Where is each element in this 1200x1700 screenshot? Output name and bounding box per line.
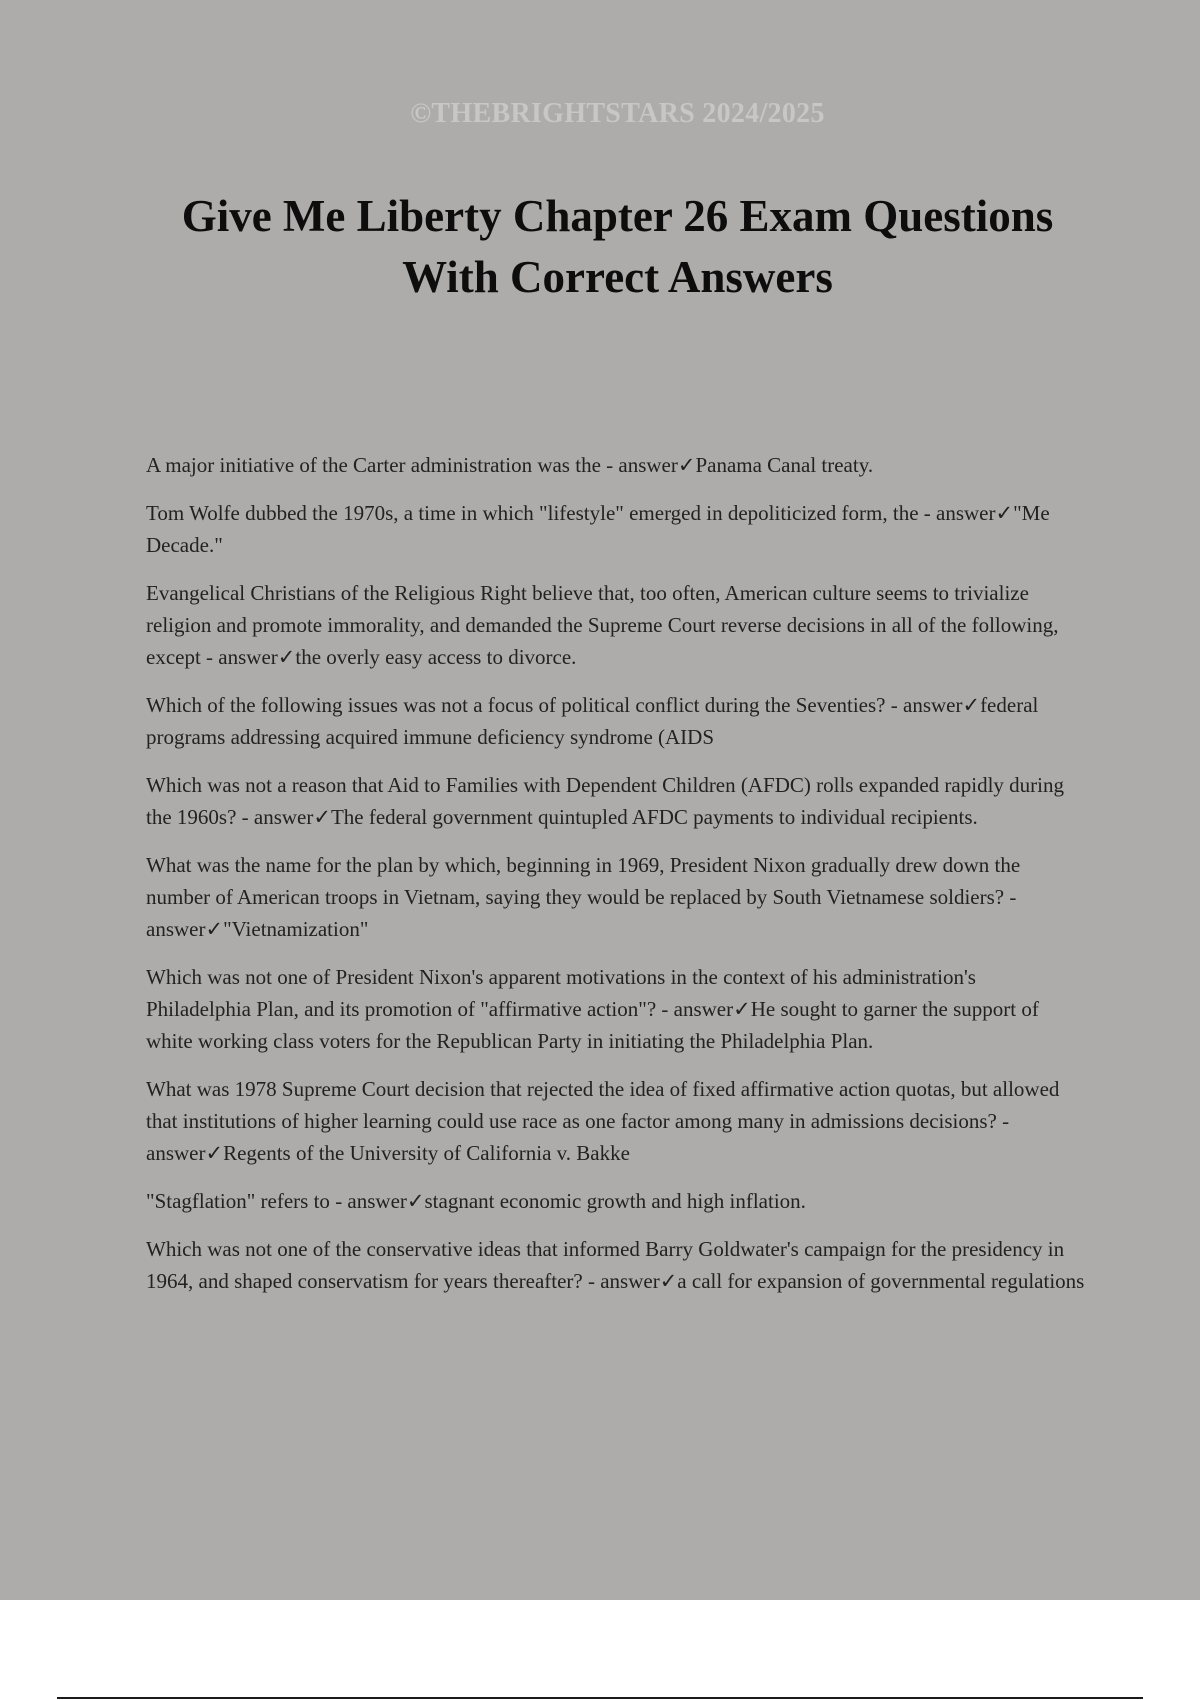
qa-item [146,1185,1086,1217]
question-text: Which was not one of the conservative ideas that informed Barry Goldwater's campaign for the presidency in 1964, and shaped conservatism for years thereafter? [146,1237,1065,1293]
page-title: Give Me Liberty Chapter 26 Exam Questions With Correct Answers [181,191,1054,302]
question-text: Evangelical Christians of the Religious Right believe that, too often, American culture seems to trivialize religion and promote immorality, and demanded the Supreme Court reverse decisions in all of the following, except [146,581,1059,669]
answer-marker: - answer✓ [918,501,1014,525]
qa-list [146,449,1086,1313]
answer-text: "Vietnamization" [223,917,369,941]
answer-text: "Me Decade." [146,501,1050,557]
question-text: Which was not one of President Nixon's apparent motivations in the context of his administration's Philadelphia Plan, and its promotion of "affirmative action"? [146,965,976,1021]
qa-item [146,689,1086,753]
answer-text: federal programs addressing acquired immune deficiency syndrome (AIDS [146,693,1039,749]
answer-marker: - answer✓ [146,885,1017,941]
answer-text: The federal government quintupled AFDC payments to individual recipients. [330,805,978,829]
footer-divider [57,1697,1143,1699]
answer-text: Panama Canal treaty. [695,453,874,477]
question-text: What was 1978 Supreme Court decision that rejected the idea of fixed affirmative action quotas, but allowed that institutions of higher learning could use race as one factor among many in admissions decisions? [146,1077,1060,1133]
question-text: A major initiative of the Carter administration was the [146,453,601,477]
question-text: "Stagflation" refers to [146,1189,330,1213]
qa-item [146,497,1086,561]
watermark: ©THEBRIGHTSTARS 2024/2025 [410,98,825,129]
qa-item [146,769,1086,833]
answer-marker: - answer✓ [329,1189,425,1213]
answer-text: Regents of the University of California v. Bakke [223,1141,630,1165]
answer-marker: - answer✓ [236,805,331,829]
answer-marker: - answer✓ [656,997,751,1021]
qa-item [146,577,1086,673]
qa-item [146,961,1086,1057]
answer-marker: - answer✓ [146,1109,1010,1165]
answer-text: He sought to garner the support of white working class voters for the Republican Party in initiating the Philadelphia Plan. [146,997,1039,1053]
question-text: Tom Wolfe dubbed the 1970s, a time in which "lifestyle" emerged in depoliticized form, the [146,501,919,525]
question-text: Which of the following issues was not a focus of political conflict during the Seventies? [146,693,886,717]
qa-item [146,849,1086,945]
answer-marker: - answer✓ [885,693,981,717]
question-text: Which was not a reason that Aid to Families with Dependent Children (AFDC) rolls expanded rapidly during the 1960s? [146,773,1064,829]
answer-text: stagnant economic growth and high inflation. [424,1189,806,1213]
answer-text: a call for expansion of governmental regulations [677,1269,1085,1293]
answer-text: the overly easy access to divorce. [295,645,577,669]
qa-item [146,1073,1086,1169]
qa-item [146,1233,1086,1297]
answer-marker: - answer✓ [200,645,296,669]
question-text: What was the name for the plan by which, beginning in 1969, President Nixon gradually drew down the number of American troops in Vietnam, saying they would be replaced by South Vietnamese soldiers? [146,853,1021,909]
qa-item [146,449,1086,481]
answer-marker: - answer✓ [582,1269,678,1293]
answer-marker: - answer✓ [600,453,696,477]
